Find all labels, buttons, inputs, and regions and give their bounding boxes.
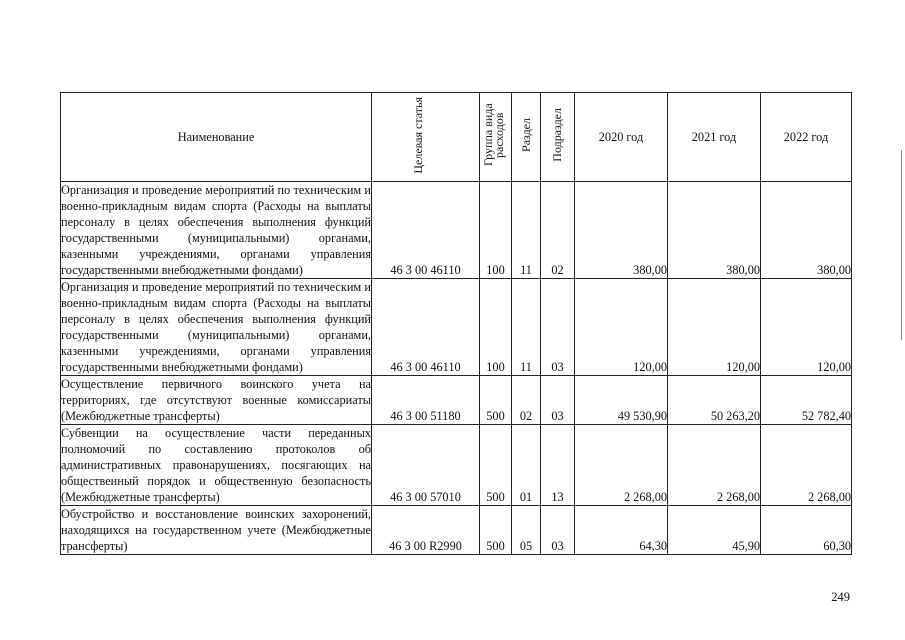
budget-table [60, 92, 852, 555]
row-amount-2021: 45,90 [668, 506, 761, 555]
row-amount-2020: 380,00 [575, 182, 668, 279]
row-name: Организация и проведение мероприятий по техническим и военно-прикладным видам спорта (Расходы на выплаты персоналу в целях обеспечения выполнения функций государственными (муниципальными) органами, казенными учреждениями, органами управления государственными внебюджетными фондами) [61, 280, 371, 374]
row-amount-2022: 2 268,00 [761, 425, 852, 506]
header-section: Раздел [512, 93, 541, 182]
row-target-article: 46 3 00 46110 [372, 182, 480, 279]
row-amount-2022: 52 782,40 [761, 376, 852, 425]
row-amount-2021: 380,00 [668, 182, 761, 279]
row-amount-2021: 50 263,20 [668, 376, 761, 425]
row-amount-2021: 2 268,00 [668, 425, 761, 506]
row-target-article: 46 3 00 51180 [372, 376, 480, 425]
row-expense-group: 500 [480, 506, 512, 555]
table-row [61, 506, 852, 555]
row-expense-group: 100 [480, 279, 512, 376]
row-name: Обустройство и восстановление воинских захоронений, находящихся на государственном учете (Межбюджетные трансферты) [61, 507, 371, 553]
table-row [61, 279, 852, 376]
row-section: 02 [512, 376, 541, 425]
header-name: Наименование [61, 93, 372, 182]
row-section: 01 [512, 425, 541, 506]
table-row [61, 182, 852, 279]
row-subsection: 02 [541, 182, 575, 279]
row-subsection: 13 [541, 425, 575, 506]
row-amount-2021: 120,00 [668, 279, 761, 376]
row-target-article: 46 3 00 57010 [372, 425, 480, 506]
header-year-2022: 2022 год [761, 93, 852, 182]
row-name: Субвенции на осуществление части переданных полномочий по составлению протоколов об административных правонарушениях, посягающих на общественный порядок и общественную безопасность (Межбюджетные трансферты) [61, 426, 371, 504]
row-name: Организация и проведение мероприятий по техническим и военно-прикладным видам спорта (Расходы на выплаты персоналу в целях обеспечения выполнения функций государственными (муниципальными) органами, казенными учреждениями, органами управления государственными внебюджетными фондами) [61, 183, 371, 277]
header-year-2020: 2020 год [575, 93, 668, 182]
row-target-article: 46 3 00 46110 [372, 279, 480, 376]
row-expense-group: 100 [480, 182, 512, 279]
table-row [61, 376, 852, 425]
row-amount-2020: 64,30 [575, 506, 668, 555]
row-subsection: 03 [541, 279, 575, 376]
page-number: 249 [831, 590, 850, 604]
row-subsection: 03 [541, 376, 575, 425]
row-amount-2022: 380,00 [761, 182, 852, 279]
table-row [61, 425, 852, 506]
row-expense-group: 500 [480, 376, 512, 425]
header-target-article: Целевая статья [372, 93, 480, 182]
row-target-article: 46 3 00 R2990 [372, 506, 480, 555]
row-amount-2020: 2 268,00 [575, 425, 668, 506]
row-amount-2022: 60,30 [761, 506, 852, 555]
row-name: Осуществление первичного воинского учета на территориях, где отсутствуют военные комиссариаты (Межбюджетные трансферты) [61, 377, 371, 423]
row-expense-group: 500 [480, 425, 512, 506]
row-amount-2020: 120,00 [575, 279, 668, 376]
row-section: 11 [512, 279, 541, 376]
header-subsection: Подраздел [541, 93, 575, 182]
row-section: 05 [512, 506, 541, 555]
row-amount-2022: 120,00 [761, 279, 852, 376]
row-subsection: 03 [541, 506, 575, 555]
header-year-2021: 2021 год [668, 93, 761, 182]
header-expense-group: Группа вида расходов [480, 93, 512, 182]
row-section: 11 [512, 182, 541, 279]
row-amount-2020: 49 530,90 [575, 376, 668, 425]
header-row [61, 93, 852, 182]
page-edge-line [901, 150, 902, 340]
